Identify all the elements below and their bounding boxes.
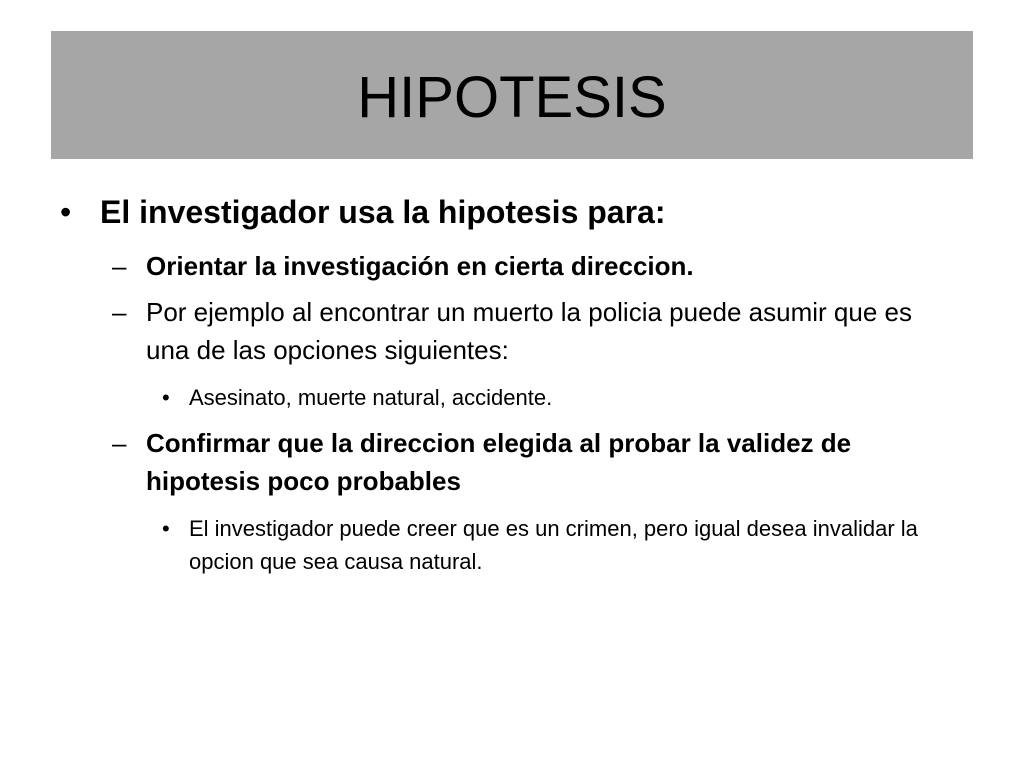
- slide-title: HIPOTESIS: [357, 64, 667, 130]
- detail-bullet-opciones: [162, 381, 922, 414]
- bullet-dot: •: [162, 516, 170, 541]
- detail-bullet-crimen: [162, 512, 922, 578]
- sub-bullet-orientar: [112, 247, 942, 285]
- bullet-dash: –: [112, 297, 127, 327]
- detail-bullet-crimen-text: El investigador puede creer que es un crimen, pero igual desea invalidar la opcion que sea causa natural.: [189, 516, 918, 574]
- bullet-main-text: El investigador usa la hipotesis para:: [100, 194, 666, 230]
- detail-bullet-opciones-text: Asesinato, muerte natural, accidente.: [189, 385, 553, 410]
- sub-bullet-confirmar: [112, 424, 942, 500]
- sub-bullet-confirmar-text: Confirmar que la direccion elegida al probar la validez de hipotesis poco probables: [146, 428, 852, 496]
- sub-bullet-orientar-text: Orientar la investigación en cierta direccion.: [146, 251, 694, 281]
- bullet-dash: –: [112, 428, 127, 458]
- bullet-main: [60, 190, 960, 234]
- sub-bullet-ejemplo-text: Por ejemplo al encontrar un muerto la policia puede asumir que es una de las opciones siguientes:: [146, 297, 912, 365]
- bullet-dash: –: [112, 251, 127, 281]
- sub-bullet-ejemplo: [112, 293, 942, 369]
- bullet-dot: •: [162, 385, 170, 410]
- bullet-dot: •: [60, 194, 72, 230]
